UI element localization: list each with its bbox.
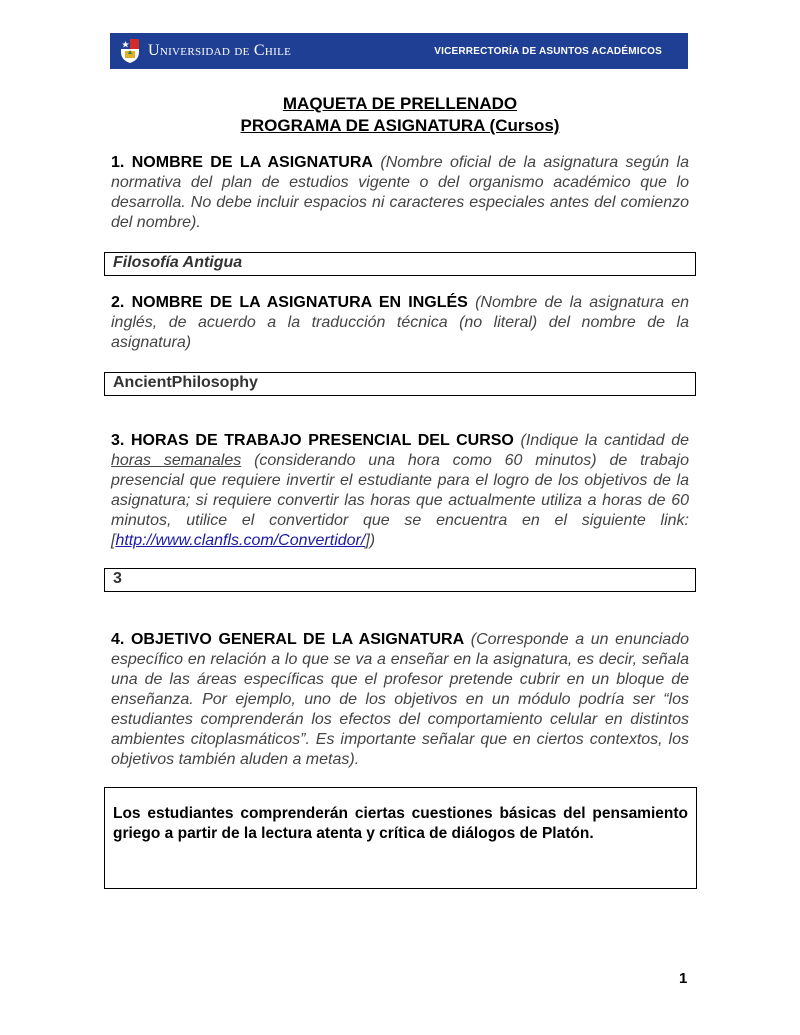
header-banner — [110, 33, 688, 69]
document-subtitle: PROGRAMA DE ASIGNATURA (Cursos) — [240, 116, 560, 135]
converter-link[interactable]: http://www.clanfls.com/Convertidor/ — [115, 532, 366, 549]
section-heading: 2. NOMBRE DE LA ASIGNATURA EN INGLÉS — [111, 294, 468, 311]
section-description: (Corresponde a un enunciado específico en relación a lo que se va a enseñar en la asignatura, es decir, señala una de las áreas específicas que el profesor pretende cubrir en un bloque de enseñanza. Por ejemplo, uno de los objetivos en un módulo podría ser “los estudiantes comprenderán los efectos del comportamiento celular en distintos ambientes citoplasmáticos”. Es importante señalar que en ciertos contextos, los objetivos también aluden a metas). — [111, 631, 689, 768]
section-heading: 4. OBJETIVO GENERAL DE LA ASIGNATURA — [111, 631, 465, 648]
section-general-objective — [111, 630, 689, 770]
contact-hours-field: 3 — [104, 568, 696, 592]
course-name-english-field: AncientPhilosophy — [104, 372, 696, 396]
section-description: (Nombre oficial de la asignatura según la normativa del plan de estudios vigente o del organismo académico que lo desarrolla. No debe incluir espacios ni caracteres especiales antes del comienzo del nombre). — [111, 154, 689, 231]
section-contact-hours — [111, 431, 689, 551]
section-description: (Indique la cantidad de — [513, 432, 690, 449]
office-name: VICERRECTORÍA DE ASUNTOS ACADÉMICOS — [434, 45, 662, 57]
section-description-end: ]) — [365, 532, 376, 549]
section-heading: 1. NOMBRE DE LA ASIGNATURA — [111, 154, 373, 171]
university-name: Universidad de Chile — [148, 42, 292, 59]
section-heading: 3. HORAS DE TRABAJO PRESENCIAL DEL CURSO — [111, 432, 514, 449]
university-logo — [120, 38, 291, 64]
document-title: MAQUETA DE PRELLENADO — [282, 94, 518, 113]
page-number: 1 — [679, 970, 688, 987]
course-name-field: Filosofía Antigua — [104, 252, 696, 276]
section-description: (Nombre de la asignatura en inglés, de acuerdo a la traducción técnica (no literal) del nombre de la asignatura) — [111, 294, 689, 351]
weekly-hours-emphasis: horas semanales — [111, 452, 242, 469]
section-description-cont: (considerando una hora como 60 minutos) de trabajo presencial que requiere invertir el estudiante para el logro de los objetivos de la asignatura; si requiere convertir las horas que actualmente utiliza a horas de 60 minutos, utilice el convertidor que se encuentra en el siguiente link: [ — [111, 452, 690, 549]
section-course-name-english — [111, 293, 689, 353]
general-objective-field: Los estudiantes comprenderán ciertas cuestiones básicas del pensamiento griego a partir de la lectura atenta y crítica de diálogos de Platón. — [104, 787, 697, 889]
section-course-name — [111, 153, 689, 233]
crest-icon — [120, 38, 140, 64]
